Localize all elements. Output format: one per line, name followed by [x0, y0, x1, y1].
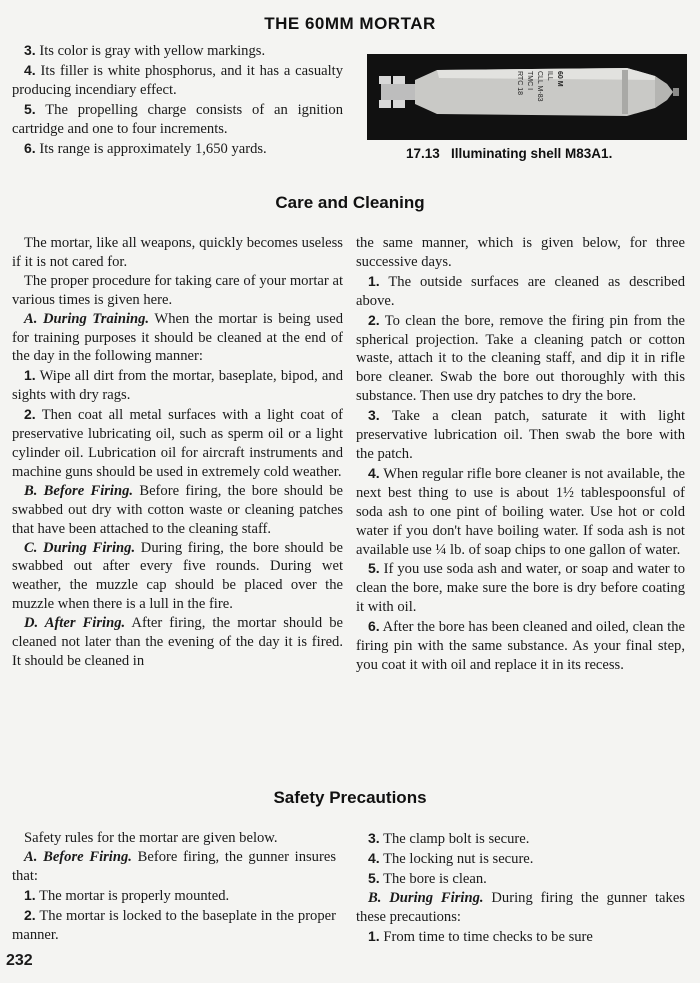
- safety-right-column: [356, 829, 685, 946]
- item-number: 2.: [368, 311, 380, 328]
- numbered-paragraph: [356, 559, 685, 617]
- item-number: 1.: [24, 886, 36, 903]
- paragraph-text: After the bore has been cleaned and oiled, clean the firing pin with the same substance. As your final step, you coat it with oil and replace it in its recess.: [356, 619, 685, 673]
- paragraph-text: When the mortar is being used for training purposes it should be cleaned at the end of the day in the following manner:: [12, 310, 343, 365]
- subsection-paragraph: [12, 848, 336, 886]
- paragraph-text: Before firing, the bore should be swabbed out dry with cotton waste or cleaning patches that have been attached to the cleaning staff.: [12, 482, 343, 537]
- paragraph-text: The mortar, like all weapons, quickly becomes useless if it is not cared for.: [12, 235, 343, 270]
- paragraph-text: The clamp bolt is secure.: [383, 831, 530, 847]
- paragraph-text: The outside surfaces are cleaned as described above.: [356, 273, 685, 309]
- paragraph: [12, 234, 343, 272]
- subsection-paragraph: [12, 614, 343, 671]
- numbered-paragraph: [356, 272, 685, 311]
- paragraph-text: From time to time checks to be sure: [383, 928, 593, 945]
- paragraph-text: The mortar is locked to the baseplate in the proper manner.: [12, 907, 336, 943]
- illuminating-shell-figure: [367, 54, 687, 140]
- item-number: 5.: [368, 869, 380, 886]
- paragraph: [12, 829, 336, 848]
- paragraph-text: The mortar is properly mounted.: [39, 887, 230, 904]
- run-in-heading: D. After Firing.: [24, 615, 126, 632]
- page-number: 232: [6, 952, 33, 969]
- marking-line: 60 M: [556, 71, 563, 87]
- paragraph-text: Its range is approximately 1,650 yards.: [39, 140, 267, 157]
- marking-line: ILL: [546, 71, 553, 81]
- numbered-paragraph: [356, 464, 685, 560]
- numbered-paragraph: [356, 311, 685, 407]
- item-number: 2.: [24, 906, 36, 923]
- item-number: 1.: [368, 272, 380, 289]
- item-number: 4.: [24, 61, 36, 78]
- paragraph-text: Take a clean patch, saturate it with light preservative lubrication oil. Then swab the bore with the patch.: [356, 408, 685, 462]
- item-number: 3.: [368, 830, 380, 846]
- numbered-paragraph: [12, 41, 343, 61]
- subsection-paragraph: [12, 482, 343, 539]
- paragraph-text: The locking nut is secure.: [383, 850, 534, 867]
- item-number: 6.: [368, 618, 380, 635]
- run-in-heading: A. Before Firing.: [24, 848, 132, 865]
- paragraph-text: Its filler is white phosphorus, and it has a casualty producing incendiary effect.: [12, 62, 343, 98]
- paragraph-text: The proper procedure for taking care of your mortar at various times is given here.: [12, 272, 343, 308]
- paragraph-text: Wipe all dirt from the mortar, baseplate, bipod, and sights with dry rags.: [12, 368, 343, 404]
- shell-markings: [512, 71, 564, 123]
- safety-left-column: [12, 829, 336, 944]
- item-number: 1.: [24, 367, 36, 384]
- paragraph-text: Then coat all metal surfaces with a light coat of preservative lubricating oil, such as sperm oil or a light cylinder oil. Lubrication oil for aircraft instruments and machine guns should be used in extremely cold weather.: [12, 407, 343, 480]
- paragraph-text: The propelling charge consists of an ignition cartridge and one to four increments.: [12, 101, 343, 137]
- paragraph-text: the same manner, which is given below, for three successive days.: [356, 235, 685, 270]
- paragraph-text: Safety rules for the mortar are given below.: [24, 830, 278, 846]
- item-number: 3.: [24, 42, 36, 58]
- numbered-paragraph: [356, 927, 685, 947]
- paragraph-text: If you use soda ash and water, or soap and water to clean the bore, make sure the bore is dry before coating it with oil.: [356, 561, 685, 616]
- item-number: 6.: [24, 139, 36, 156]
- item-number: 1.: [368, 927, 380, 944]
- paragraph-text: When regular rifle bore cleaner is not available, the next best thing to use is about 1½ tablespoonsful of soda ash to one pint of boiling water. Use hot or cold water if you don't have boiling water. If soda ash is not available use ¼ lb. of soap chips to one gallon of water.: [356, 465, 685, 558]
- paragraph: [12, 272, 343, 310]
- paragraph-text: During firing the gunner takes these precautions:: [356, 889, 685, 925]
- run-in-heading: B. During Firing.: [368, 889, 484, 906]
- marking-line: TMC I: [526, 71, 533, 91]
- paragraph-text: After firing, the mortar should be cleaned not later than the evening of the day it is fired. It should be cleaned in: [12, 615, 344, 669]
- numbered-paragraph: [356, 829, 685, 849]
- care-cleaning-heading: Care and Cleaning: [275, 193, 425, 212]
- item-number: 4.: [368, 849, 380, 866]
- paragraph-text: During firing, the bore should be swabbed out after every five rounds. During wet weather, the muzzle cap should be placed over the muzzle when there is a lull in the fire.: [12, 539, 343, 613]
- figure-caption: 17.13 Illuminating shell M83A1.: [406, 146, 613, 161]
- intro-list: [12, 41, 343, 158]
- numbered-paragraph: [356, 406, 685, 464]
- numbered-paragraph: [12, 366, 343, 405]
- paragraph-text: To clean the bore, remove the firing pin from the spherical projection. Take a cleaning patch or cotton waste, attach it to the cleaning staff, and dip it in rifle bore cleaner. Swab the bore out thoroughly with this substance. Then use dry patches to dry the bore.: [356, 312, 686, 405]
- numbered-paragraph: [356, 869, 685, 889]
- safety-precautions-heading: Safety Precautions: [273, 788, 427, 807]
- item-number: 3.: [368, 407, 380, 424]
- numbered-paragraph: [356, 617, 685, 675]
- run-in-heading: B. Before Firing.: [24, 482, 134, 499]
- numbered-paragraph: [356, 849, 685, 869]
- care-right-column: [356, 234, 685, 675]
- numbered-paragraph: [12, 139, 343, 159]
- marking-line: RTC 18: [516, 71, 523, 95]
- paragraph: [356, 234, 685, 272]
- marking-line: CLL M-83: [536, 71, 543, 102]
- run-in-heading: A. During Training.: [24, 310, 150, 327]
- subsection-paragraph: [356, 889, 685, 927]
- paragraph-text: The bore is clean.: [383, 870, 487, 887]
- numbered-paragraph: [12, 61, 343, 100]
- numbered-paragraph: [12, 100, 343, 139]
- subsection-paragraph: [12, 539, 343, 615]
- paragraph-text: Its color is gray with yellow markings.: [39, 43, 266, 59]
- numbered-paragraph: [12, 886, 336, 906]
- page-header-title: THE 60MM MORTAR: [264, 14, 436, 33]
- subsection-paragraph: [12, 310, 343, 367]
- care-left-column: [12, 234, 343, 671]
- item-number: 2.: [24, 406, 36, 423]
- run-in-heading: C. During Firing.: [24, 539, 136, 556]
- paragraph-text: Before firing, the gunner insures that:: [12, 848, 336, 884]
- numbered-paragraph: [12, 906, 336, 945]
- item-number: 5.: [24, 100, 36, 117]
- numbered-paragraph: [12, 405, 343, 482]
- item-number: 5.: [368, 560, 380, 577]
- item-number: 4.: [368, 464, 380, 481]
